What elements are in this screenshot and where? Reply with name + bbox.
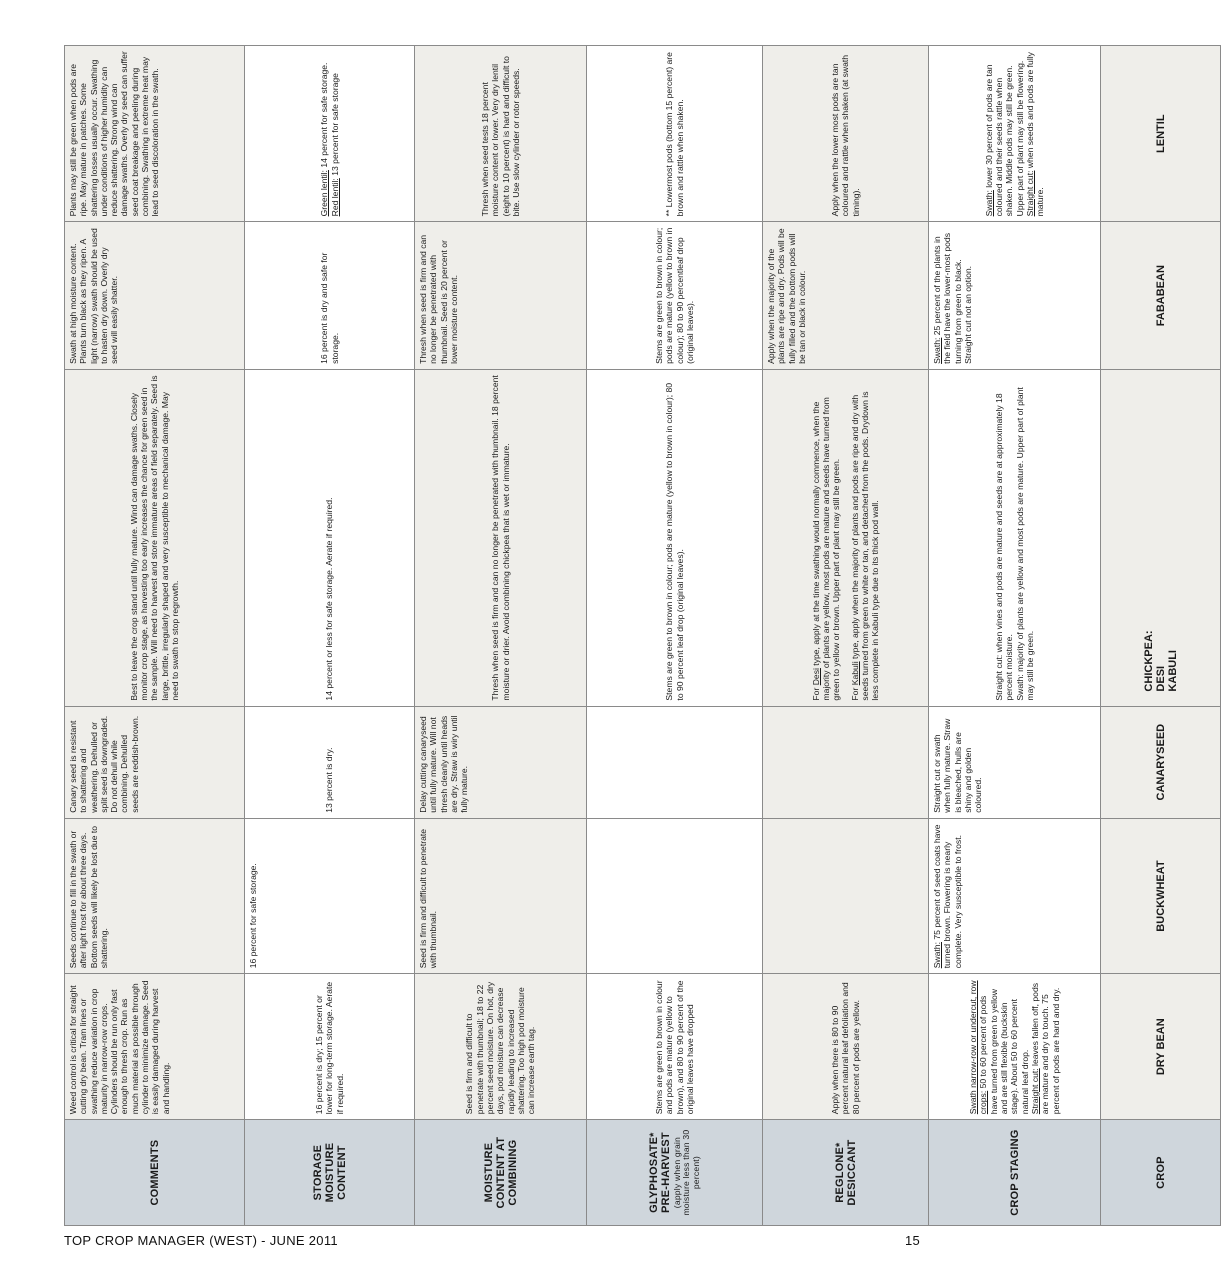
cell-lentil-staging: [929, 46, 1101, 222]
header-staging: CROP STAGING: [929, 1120, 1101, 1226]
header-comments: COMMENTS: [65, 1120, 245, 1226]
cell-fababean-storage: 16 percent is dry and safe for storage.: [245, 222, 415, 370]
cell-canaryseed-storage: 13 percent is dry.: [245, 706, 415, 818]
cell-lentil-comments: Plants may still be green when pods are ripe. May mature in patches. Some shattering losses usually occur. Swathing under conditions of higher humidity can reduce shattering. Strong wind can damage swaths. Overly dry seed can suffer seed coat breakage and peeling during combining. Swathing in extreme heat may lead to seed discoloration in the swath.: [65, 46, 245, 222]
crop-canaryseed: CANARYSEED: [1101, 706, 1221, 818]
cell-buckwheat-reglone: [763, 818, 929, 974]
row-staging: [929, 46, 1101, 1226]
kabuli-text: type, apply when the majority of plants and pods are ripe and dry with seeds turned from green to white or tan, and detached from the pods. Drydown is less complete in Kabuli type due to its thick pod wall.: [849, 391, 881, 701]
cell-drybean-reglone: Apply when there is 80 to 90 percent natural leaf defoliation and 80 percent of pods are yellow.: [763, 974, 929, 1120]
row-comments: [65, 46, 245, 1226]
row-reglone: [763, 46, 929, 1226]
lentil-straight-text: when seeds and pods are fully mature.: [1024, 52, 1046, 217]
row-glyphosate: [587, 46, 763, 1226]
lentil-swath-text: lower 30 percent of pods are tan coloured and their seeds rattle when shaken. Middle pods may still be green. Upper part of plant may still be flowering.: [983, 60, 1025, 217]
cell-buckwheat-moisture: Seed is firm and difficult to penetrate with thumbnail.: [415, 818, 587, 974]
footer-publication: TOP CROP MANAGER (WEST) - JUNE 2011: [64, 1233, 338, 1248]
cell-lentil-glyphosate: ** Lowermost pods (bottom 15 percent) are brown and rattle when shaken.: [587, 46, 763, 222]
cell-drybean-staging: [929, 974, 1101, 1120]
cell-canaryseed-reglone: [763, 706, 929, 818]
drybean-swath-label: Swath narrow-row or undercut, row crops:: [968, 980, 989, 1115]
glyphosate-title: GLYPHOSATE* PRE-HARVEST: [647, 1132, 672, 1214]
cell-chickpea-staging: [929, 369, 1101, 706]
header-glyphosate: [587, 1120, 763, 1226]
buckwheat-swath-text: 75 percent of seed coats have turned brown. Flowering is nearly complete. Very susceptible to frost.: [932, 824, 963, 969]
cell-fababean-glyphosate: Stems are green to brown in colour; pods are mature (yellow to brown in colour); 80 to 90 percentleaf drop (original leaves).: [587, 222, 763, 370]
cell-fababean-comments: Swath at high moisture content. Plants turn black as they ripen. A light (narrow) swath should be used to hasten dry down. Overly dry seed will easily shatter.: [65, 222, 245, 370]
cell-fababean-moisture: Thresh when seed is firm and can no longer be penetrated with thumbnail. Seed is 20 percent or lower moisture content.: [415, 222, 587, 370]
buckwheat-swath-label: Swath:: [932, 942, 942, 969]
glyphosate-subtitle: (apply when grain moisture less than 30 percent): [671, 1129, 701, 1216]
cell-buckwheat-storage: 16 percent for safe storage.: [245, 818, 415, 974]
cell-canaryseed-glyphosate: [587, 706, 763, 818]
header-moisture: MOISTURE CONTENT AT COMBINING: [415, 1120, 587, 1226]
desi-text: type, apply at the time swathing would normally commence, when the majority of plants are yellow, most pods are mature and seeds have turned from green to yellow or brown. Upper part of plant may still be green.: [810, 397, 842, 701]
fababean-swath-text: 25 percent of the plants in the field have the lower-most pods turning from green to black. Straight cut not an option.: [932, 233, 973, 364]
desi-label: Desi: [810, 668, 821, 686]
crop-harvest-table: [64, 45, 1221, 1226]
cell-lentil-reglone: Apply when the lower most pods are tan coloured and rattle when shaken (at swath timing).: [763, 46, 929, 222]
cell-lentil-moisture: Thresh when seed tests 18 percent moisture content or lower. Very dry lentil (eight to 10 percent) is hard and difficult to bite. Use slow cylinder or rotor speeds.: [415, 46, 587, 222]
chickpea-straight-cut: Straight cut: when vines and pods are mature and seeds are at approximately 18 percent moisture.: [993, 393, 1015, 701]
cell-canaryseed-staging: Straight cut or swath when fully mature. Straw is bleached, hulls are shiny and golden coloured.: [929, 706, 1101, 818]
cell-chickpea-moisture: Thresh when seed is firm and can no longer be penetrated with thumbnail. 18 percent moisture or drier. Avoid combining chickpea that is wet or immature.: [415, 369, 587, 706]
spacer: [842, 375, 850, 701]
crop-lentil: LENTIL: [1101, 46, 1221, 222]
rotated-content: [64, 45, 1179, 1226]
row-crop: [1101, 46, 1221, 1226]
crop-buckwheat: BUCKWHEAT: [1101, 818, 1221, 974]
harvest-table: [64, 45, 1179, 1226]
chickpea-desi: DESI: [1154, 665, 1167, 692]
kabuli-label: Kabuli: [849, 661, 860, 686]
kabuli-prefix: For: [849, 685, 860, 701]
cell-drybean-storage: 16 percent is dry; 15 percent or lower for long-term storage. Aerate if required.: [245, 974, 415, 1120]
cell-drybean-moisture: Seed is firm and difficult to penetrate with thumbnail; 18 to 22 percent seed moisture. On hot, dry days, pod moisture can decrease rapidly leading to increased shattering. Too high pod moisture can increase earth tag.: [415, 974, 587, 1120]
crop-fababean: FABABEAN: [1101, 222, 1221, 370]
lentil-straight-label: Straight cut:: [1024, 170, 1035, 217]
cell-chickpea-storage: 14 percent or less for safe storage. Aerate if required.: [245, 369, 415, 706]
cell-chickpea-comments: Best to leave the crop stand until fully mature. Wind can damage swaths. Closely monitor crop stage, as harvesting too early increases the chance for green seed in the sample. Will need to harvest and store immature areas of field separately. Seed is large, brittle, irregularly shaped and very susceptible to mechanical damage. May need to swath to stop regrowth.: [65, 369, 245, 706]
footer-page-number: 15: [904, 1233, 920, 1248]
header-reglone: REGLONE* DESICCANT: [763, 1120, 929, 1226]
chickpea-title: CHICKPEA:: [1142, 630, 1155, 692]
cell-buckwheat-comments: Seeds continue to fill in the swath or after light frost for about three days. Bottom seeds will likely be lost due to shattering.: [65, 818, 245, 974]
cell-buckwheat-glyphosate: [587, 818, 763, 974]
drybean-straight-text: leaves fallen off, pods are mature and dry to touch. 75 percent of pods are hard and dry.: [1029, 982, 1061, 1115]
fababean-swath-label: Swath:: [932, 337, 942, 364]
lentil-green-text: 14 percent for safe storage.: [319, 62, 330, 171]
cell-chickpea-reglone: [763, 369, 929, 706]
lentil-red-label: Red lentil:: [329, 178, 340, 217]
lentil-red-text: 13 percent for safe storage: [329, 73, 340, 179]
cell-drybean-comments: Weed control is critical for straight cutting dry bean. Tram lines or swathing reduce variation in crop maturity in narrow-row crops. Cylinders should be run only fast enough to thresh crop. Run as much material as possible through cylinder to minimize damage. Seed is easily damaged during harvest and handling.: [65, 974, 245, 1120]
cell-drybean-glyphosate: Stems are green to brown in colour and pods are mature (yellow to brown), and 80 to 90 percent of the original leaves have dropped: [587, 974, 763, 1120]
crop-dry-bean: DRY BEAN: [1101, 974, 1221, 1120]
row-storage: [245, 46, 415, 1226]
header-crop-name: CROP: [1101, 1120, 1221, 1226]
crop-chickpea: [1101, 369, 1221, 706]
cell-fababean-staging: [929, 222, 1101, 370]
header-storage: STORAGE MOISTURE CONTENT: [245, 1120, 415, 1226]
cell-buckwheat-staging: [929, 818, 1101, 974]
cell-canaryseed-moisture: Delay cutting canaryseed until fully mature. Will not thresh cleanly until heads are dry. Straw is wiry until fully mature.: [415, 706, 587, 818]
cell-fababean-reglone: Apply when the majority of the plants are ripe and dry. Pods will be fully filled and the bottom pods will be tan or black in colour.: [763, 222, 929, 370]
cell-chickpea-glyphosate: Stems are green to brown in colour; pods are mature (yellow to brown in colour); 80 to 90 percent leaf drop (original leaves).: [587, 369, 763, 706]
drybean-swath-text: 50 to 60 percent of pods have turned from green to yellow and are still flexible (buckskin stage). About 50 to 60 percent natural leaf drop.: [978, 989, 1030, 1115]
row-moisture: [415, 46, 587, 1226]
chickpea-kabuli: KABULI: [1166, 650, 1179, 692]
lentil-green-label: Green lentil:: [319, 170, 330, 217]
lentil-swath-label: Swath:: [983, 190, 994, 217]
cell-canaryseed-comments: Canary seed is resistant to shattering and weathering. Dehulled or split seed is downgraded. Do not dehull while combining. Dehulled seeds are reddish-brown.: [65, 706, 245, 818]
cell-lentil-storage: [245, 46, 415, 222]
chickpea-swath: Swath: majority of plants are yellow and most pods are mature. Upper part of plant may still be green.: [1014, 387, 1035, 701]
desi-prefix: For: [810, 685, 821, 701]
drybean-straight-label: Straight cut:: [1029, 1068, 1040, 1115]
